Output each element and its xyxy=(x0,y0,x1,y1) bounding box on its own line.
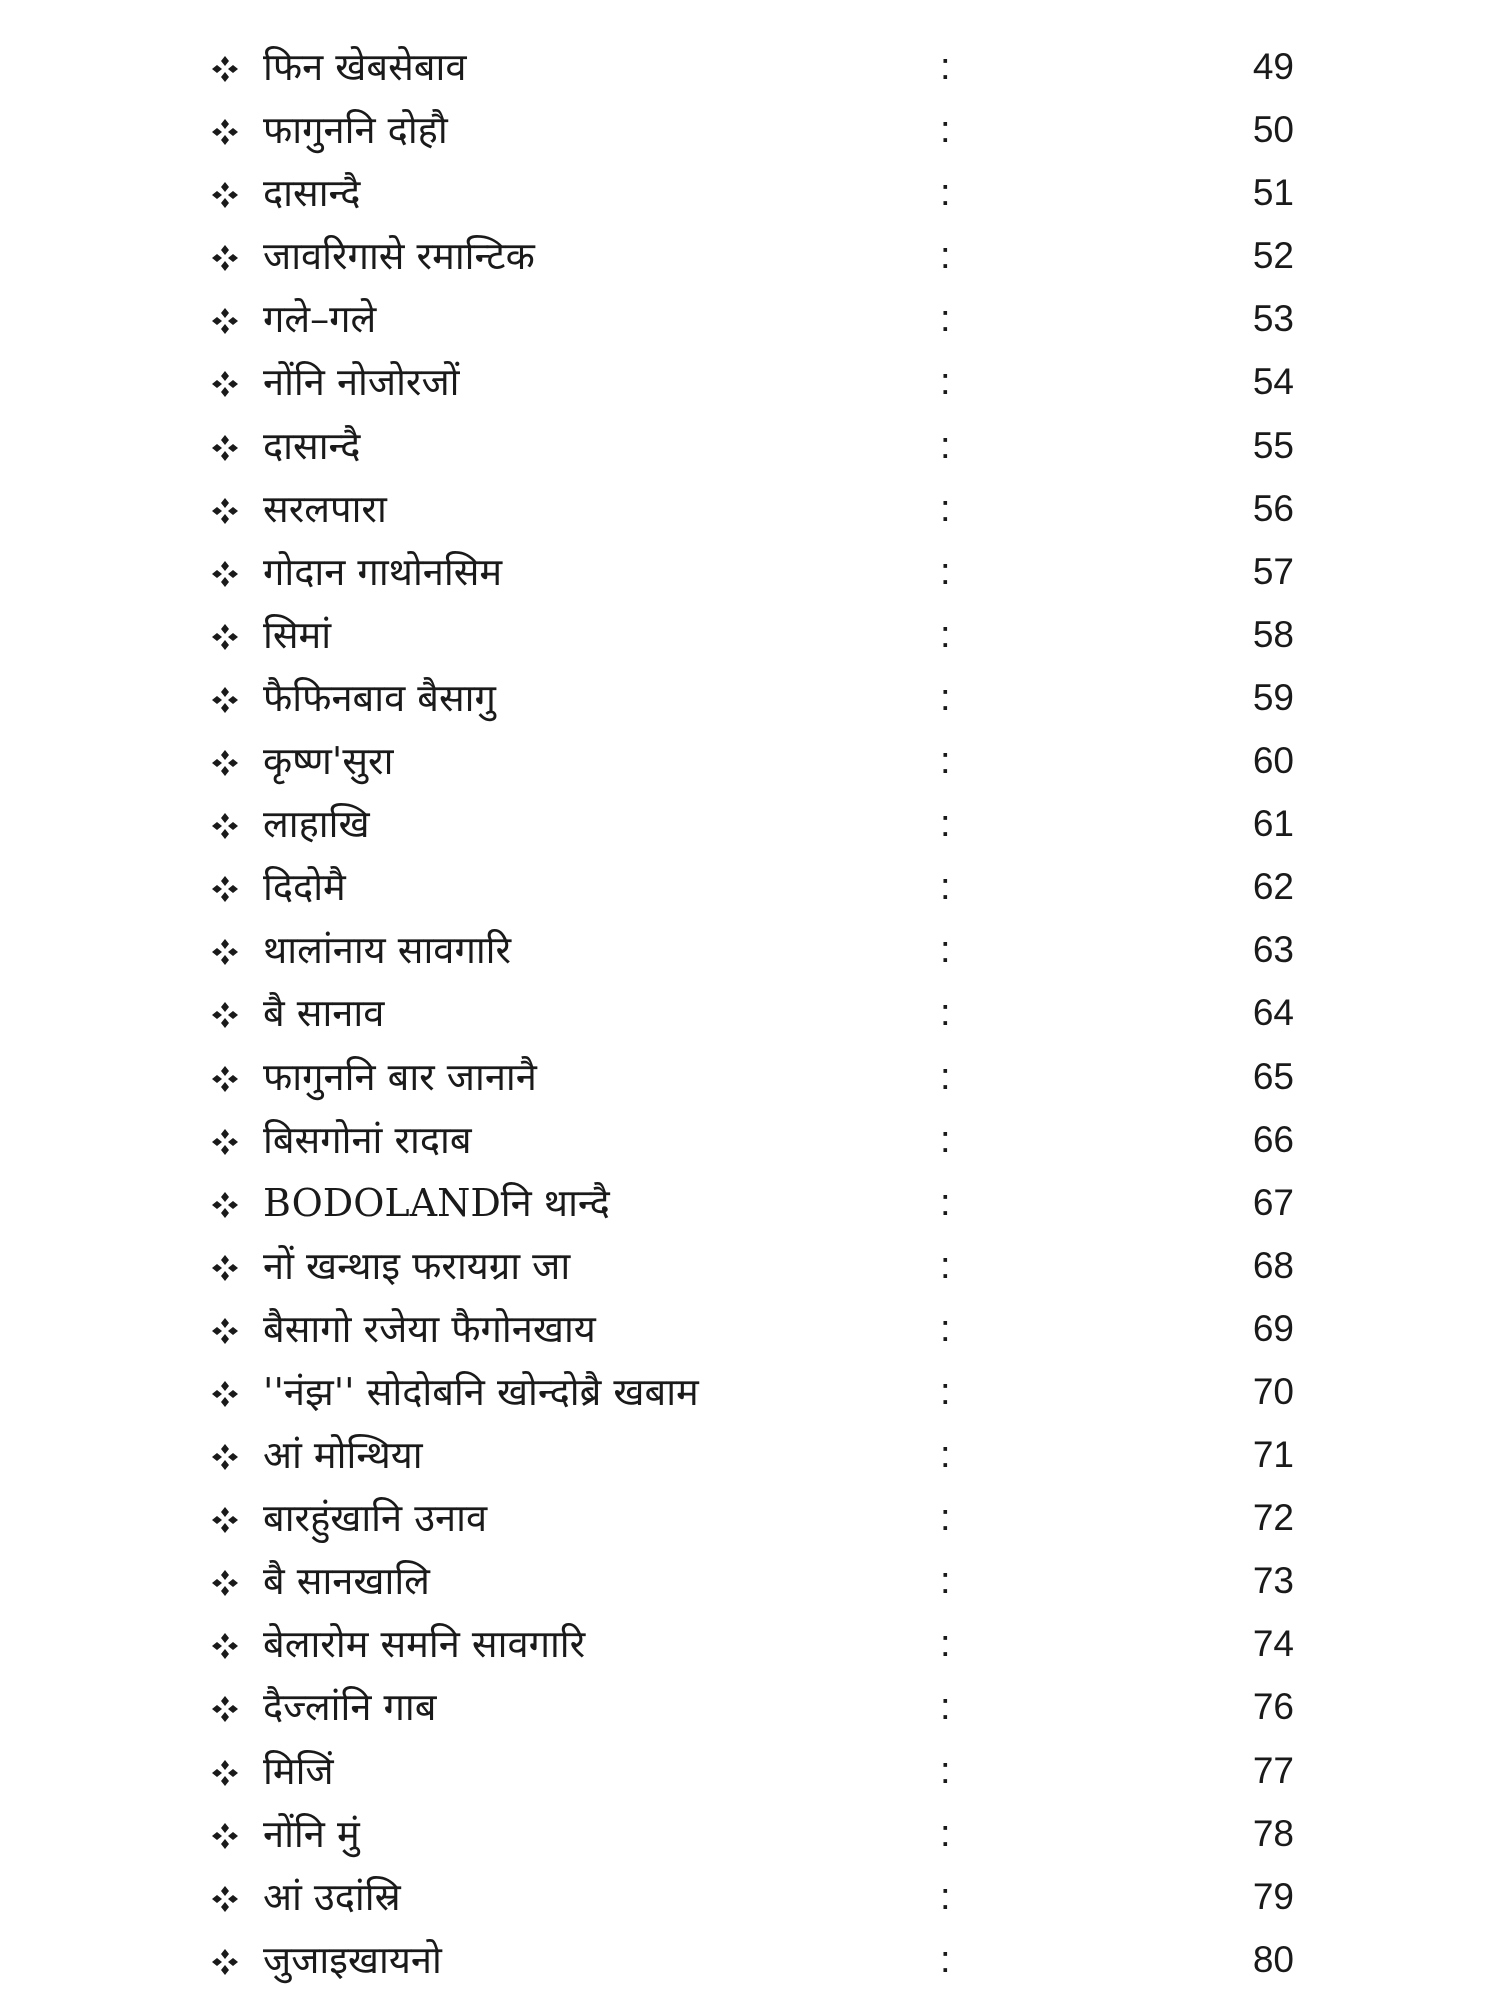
four-diamond-bullet-icon xyxy=(210,1064,240,1094)
toc-separator: : xyxy=(940,676,951,719)
toc-separator: : xyxy=(940,298,951,341)
four-diamond-bullet-icon xyxy=(210,1379,240,1409)
toc-separator: : xyxy=(940,1749,951,1792)
toc-entry[interactable] xyxy=(0,543,1500,606)
four-diamond-bullet-icon xyxy=(210,496,240,526)
toc-separator: : xyxy=(940,1370,951,1413)
toc-separator: : xyxy=(940,235,951,278)
toc-entry[interactable] xyxy=(0,38,1500,101)
toc-page-number: 59 xyxy=(1252,676,1294,718)
toc-entry[interactable] xyxy=(0,921,1500,984)
toc-page-number: 65 xyxy=(1252,1055,1294,1097)
toc-page-number: 57 xyxy=(1252,550,1294,592)
toc-entry-title: थालांनाय सावगारि xyxy=(263,928,512,973)
toc-separator: : xyxy=(940,1434,951,1477)
toc-entry[interactable] xyxy=(0,1489,1500,1552)
toc-entry-title: दिदोमै xyxy=(263,865,346,910)
toc-page-number: 74 xyxy=(1252,1623,1294,1665)
four-diamond-bullet-icon xyxy=(210,622,240,652)
toc-page-number: 79 xyxy=(1252,1875,1294,1917)
toc-entry-title: दासान्दै xyxy=(263,423,361,468)
toc-entry-title: गले–गले xyxy=(263,297,377,342)
toc-entry-title: दासान्दै xyxy=(263,171,361,216)
toc-separator: : xyxy=(940,172,951,215)
toc-separator: : xyxy=(940,1812,951,1855)
toc-entry-title: गोदान गाथोनसिम xyxy=(263,549,503,594)
toc-entry-title: बारहुंखानि उनाव xyxy=(263,1496,488,1541)
four-diamond-bullet-icon xyxy=(210,1442,240,1472)
toc-separator: : xyxy=(940,1938,951,1981)
toc-separator: : xyxy=(940,1875,951,1918)
four-diamond-bullet-icon xyxy=(210,874,240,904)
four-diamond-bullet-icon xyxy=(210,748,240,778)
toc-entry-title: बेलारोम समनि सावगारि xyxy=(263,1622,586,1667)
toc-page-number: 55 xyxy=(1252,424,1294,466)
four-diamond-bullet-icon xyxy=(210,1253,240,1283)
four-diamond-bullet-icon xyxy=(210,1884,240,1914)
toc-entry-title: लाहाखि xyxy=(263,802,370,847)
toc-page-number: 62 xyxy=(1252,866,1294,908)
four-diamond-bullet-icon xyxy=(210,1127,240,1157)
toc-entry[interactable] xyxy=(0,795,1500,858)
toc-entry-title: दैज्लांनि गाब xyxy=(263,1685,437,1730)
toc-separator: : xyxy=(940,740,951,783)
toc-page-number: 61 xyxy=(1252,803,1294,845)
toc-page-number: 53 xyxy=(1252,298,1294,340)
toc-entry[interactable] xyxy=(0,606,1500,669)
toc-page-number: 72 xyxy=(1252,1497,1294,1539)
four-diamond-bullet-icon xyxy=(210,1190,240,1220)
toc-entry[interactable] xyxy=(0,669,1500,732)
toc-page-number: 69 xyxy=(1252,1307,1294,1349)
toc-separator: : xyxy=(940,992,951,1035)
four-diamond-bullet-icon xyxy=(210,811,240,841)
toc-entry[interactable] xyxy=(0,164,1500,227)
toc-entry[interactable] xyxy=(0,1742,1500,1805)
toc-page-number: 51 xyxy=(1252,172,1294,214)
toc-entry[interactable] xyxy=(0,353,1500,416)
toc-entry[interactable] xyxy=(0,1363,1500,1426)
four-diamond-bullet-icon xyxy=(210,1568,240,1598)
four-diamond-bullet-icon xyxy=(210,369,240,399)
toc-entry[interactable] xyxy=(0,480,1500,543)
toc-entry-title: फागुननि दोहौ xyxy=(263,108,448,153)
four-diamond-bullet-icon xyxy=(210,1316,240,1346)
toc-entry[interactable] xyxy=(0,858,1500,921)
toc-entry-title: बिसगोनां रादाब xyxy=(263,1117,472,1162)
four-diamond-bullet-icon xyxy=(210,54,240,84)
toc-entry-title: बै सानाव xyxy=(263,991,385,1036)
four-diamond-bullet-icon xyxy=(210,559,240,589)
toc-separator: : xyxy=(940,866,951,909)
toc-entry-title: आं मोन्थिया xyxy=(263,1433,423,1478)
toc-separator: : xyxy=(940,1307,951,1350)
toc-separator: : xyxy=(940,1560,951,1603)
toc-separator: : xyxy=(940,46,951,88)
toc-page-number: 70 xyxy=(1252,1370,1294,1412)
toc-entry[interactable] xyxy=(0,1174,1500,1237)
toc-page-number: 49 xyxy=(1252,46,1294,87)
toc-entry[interactable] xyxy=(0,1552,1500,1615)
toc-entry-title: फिन खेबसेबाव xyxy=(263,45,467,89)
toc-page-number: 76 xyxy=(1252,1686,1294,1728)
toc-entry-title: सरलपारा xyxy=(263,486,387,531)
toc-entry[interactable] xyxy=(0,1300,1500,1363)
four-diamond-bullet-icon xyxy=(210,433,240,463)
toc-page-number: 63 xyxy=(1252,929,1294,971)
toc-entry-title: नों खन्थाइ फरायग्रा जा xyxy=(263,1243,571,1288)
toc-entry[interactable] xyxy=(0,1868,1500,1931)
toc-separator: : xyxy=(940,424,951,467)
toc-page-number: 52 xyxy=(1252,235,1294,277)
four-diamond-bullet-icon xyxy=(210,306,240,336)
toc-entry[interactable] xyxy=(0,1615,1500,1678)
four-diamond-bullet-icon xyxy=(210,117,240,147)
toc-entry-title: बैसागो रजेया फैगोनखाय xyxy=(263,1306,596,1351)
toc-entry[interactable] xyxy=(0,1426,1500,1489)
toc-entry-title: नोंनि मुं xyxy=(263,1811,360,1856)
four-diamond-bullet-icon xyxy=(210,1694,240,1724)
toc-page-number: 56 xyxy=(1252,487,1294,529)
toc-separator: : xyxy=(940,929,951,972)
toc-separator: : xyxy=(940,1055,951,1098)
toc-entry[interactable] xyxy=(0,1111,1500,1174)
toc-separator: : xyxy=(940,361,951,404)
four-diamond-bullet-icon xyxy=(210,1631,240,1661)
four-diamond-bullet-icon xyxy=(210,1000,240,1030)
toc-entry-title: कृष्ण'सुरा xyxy=(263,739,394,784)
table-of-contents xyxy=(0,38,1500,1994)
toc-page-number: 73 xyxy=(1252,1560,1294,1602)
toc-page-number: 80 xyxy=(1252,1938,1294,1980)
toc-page-number: 60 xyxy=(1252,740,1294,782)
toc-entry[interactable] xyxy=(0,1048,1500,1111)
toc-entry-title: फागुननि बार जानानै xyxy=(263,1054,537,1099)
toc-page-number: 50 xyxy=(1252,109,1294,151)
toc-separator: : xyxy=(940,1244,951,1287)
toc-separator: : xyxy=(940,550,951,593)
toc-entry[interactable] xyxy=(0,1805,1500,1868)
four-diamond-bullet-icon xyxy=(210,937,240,967)
toc-separator: : xyxy=(940,1118,951,1161)
toc-entry[interactable] xyxy=(0,1678,1500,1741)
toc-entry[interactable] xyxy=(0,101,1500,164)
toc-entry[interactable] xyxy=(0,290,1500,353)
four-diamond-bullet-icon xyxy=(210,1758,240,1788)
toc-entry[interactable] xyxy=(0,1931,1500,1994)
toc-separator: : xyxy=(940,613,951,656)
toc-entry-title: ''नंझ'' सोदोबनि खोन्दोब्रै खबाम xyxy=(263,1369,699,1414)
toc-page-number: 58 xyxy=(1252,613,1294,655)
four-diamond-bullet-icon xyxy=(210,685,240,715)
toc-page-number: 78 xyxy=(1252,1812,1294,1854)
toc-entry-title: फैफिनबाव बैसागु xyxy=(263,675,496,720)
toc-page-number: 64 xyxy=(1252,992,1294,1034)
toc-separator: : xyxy=(940,1686,951,1729)
four-diamond-bullet-icon xyxy=(210,180,240,210)
toc-separator: : xyxy=(940,1181,951,1224)
toc-entry-title: जावरिगासे रमान्टिक xyxy=(263,234,535,279)
toc-page-number: 67 xyxy=(1252,1181,1294,1223)
toc-page-number: 54 xyxy=(1252,361,1294,403)
four-diamond-bullet-icon xyxy=(210,1947,240,1977)
toc-separator: : xyxy=(940,803,951,846)
toc-entry[interactable] xyxy=(0,417,1500,480)
four-diamond-bullet-icon xyxy=(210,1505,240,1535)
toc-entry[interactable] xyxy=(0,227,1500,290)
toc-page-number: 66 xyxy=(1252,1118,1294,1160)
four-diamond-bullet-icon xyxy=(210,1821,240,1851)
toc-entry-title: BODOLANDनि थान्दै xyxy=(263,1180,610,1225)
toc-entry-title: आं उदांस्रि xyxy=(263,1874,401,1919)
toc-entry[interactable] xyxy=(0,984,1500,1047)
toc-entry[interactable] xyxy=(0,1237,1500,1300)
four-diamond-bullet-icon xyxy=(210,243,240,273)
toc-separator: : xyxy=(940,1623,951,1666)
toc-entry-title: सिमां xyxy=(263,612,332,657)
toc-separator: : xyxy=(940,1497,951,1540)
toc-entry-title: मिजिं xyxy=(263,1748,334,1793)
toc-page-number: 68 xyxy=(1252,1244,1294,1286)
toc-page-number: 77 xyxy=(1252,1749,1294,1791)
toc-entry-title: नोंनि नोजोरजों xyxy=(263,360,460,405)
toc-entry-title: बै सानखालि xyxy=(263,1559,430,1604)
toc-page-number: 71 xyxy=(1252,1434,1294,1476)
toc-entry-title: जुजाइखायनो xyxy=(263,1937,442,1982)
toc-separator: : xyxy=(940,487,951,530)
toc-entry[interactable] xyxy=(0,732,1500,795)
toc-separator: : xyxy=(940,109,951,152)
